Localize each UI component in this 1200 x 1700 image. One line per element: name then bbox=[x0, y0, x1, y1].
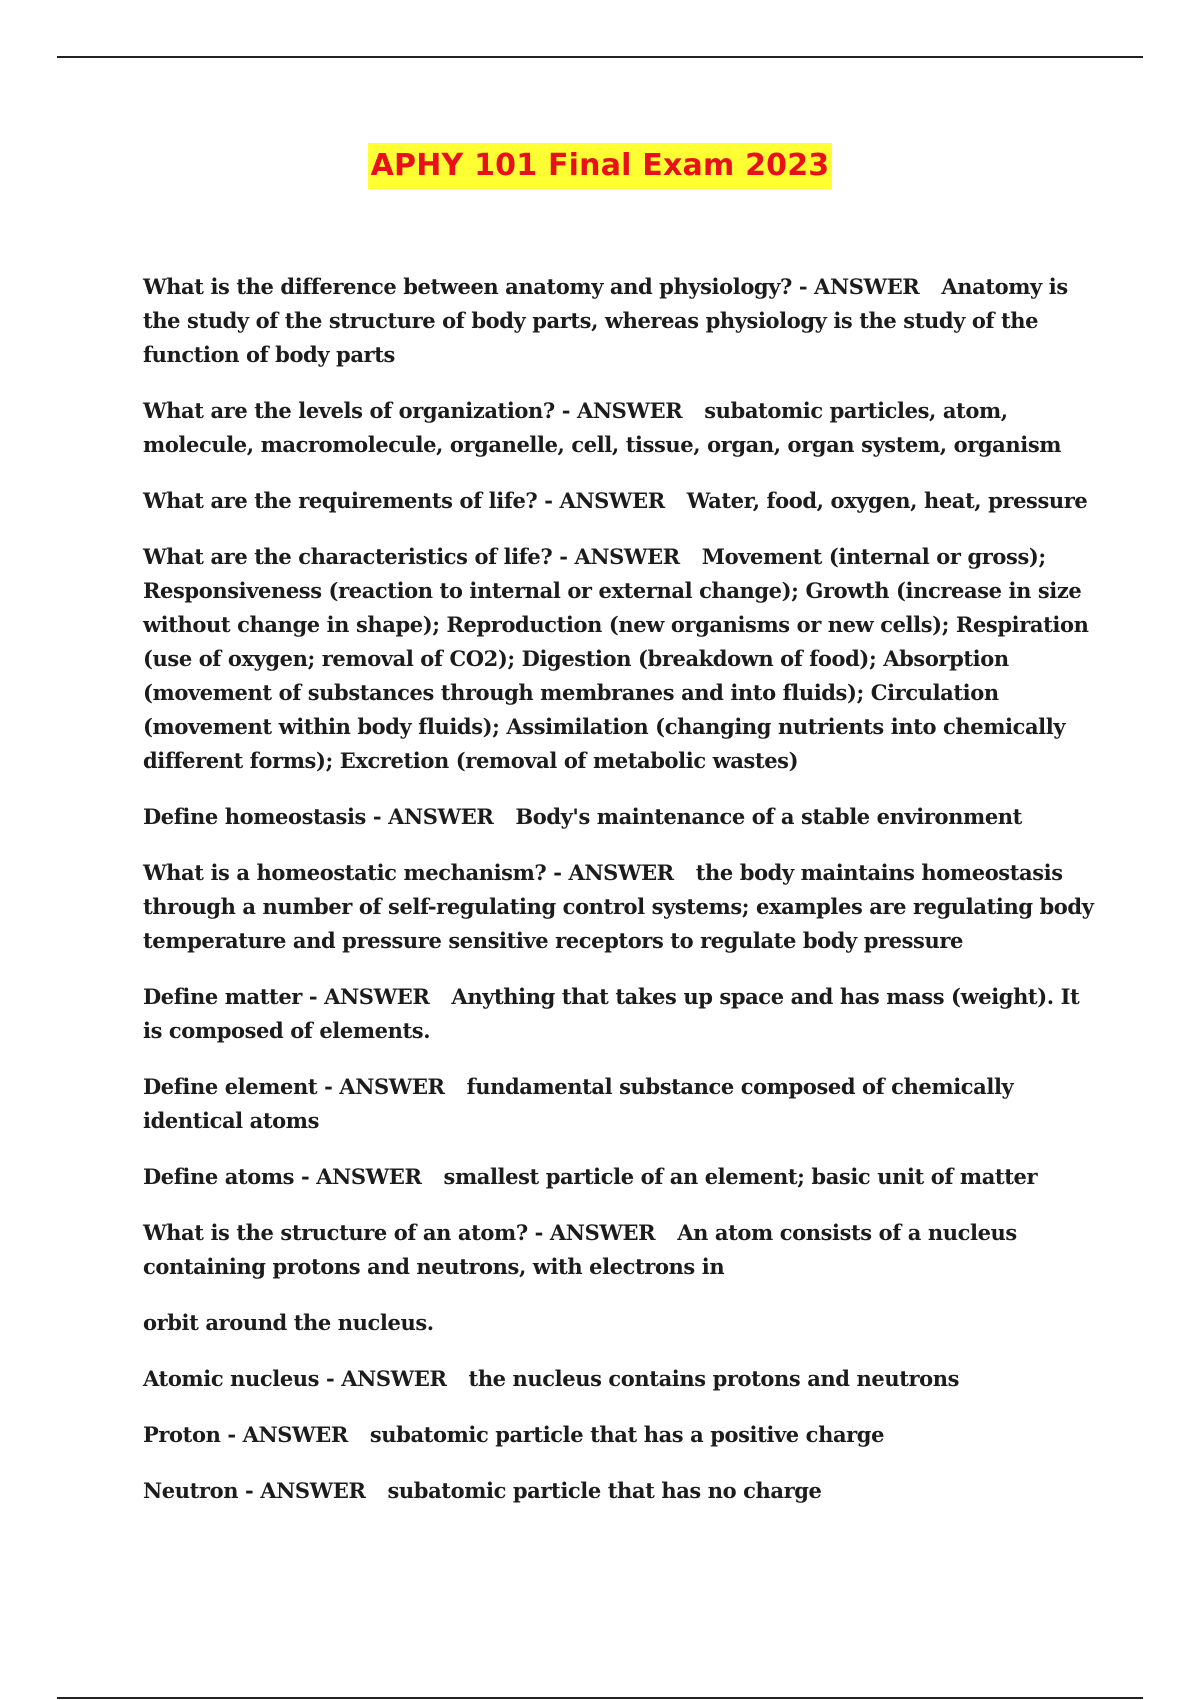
bottom-rule bbox=[57, 1697, 1143, 1699]
qa-item bbox=[143, 540, 1103, 778]
question: Atomic nucleus - ANSWER bbox=[143, 1366, 447, 1391]
qa-item bbox=[143, 1418, 1103, 1452]
question: What are the requirements of life? - ANSWER bbox=[143, 488, 665, 513]
question: What are the levels of organization? - ANSWER bbox=[143, 398, 683, 423]
answer: subatomic particles, atom, molecule, macromolecule, organelle, cell, tissue, organ, organ system, organism bbox=[143, 398, 1062, 457]
qa-continuation bbox=[143, 1306, 1103, 1340]
question: What is the structure of an atom? - ANSWER bbox=[143, 1220, 656, 1245]
qa-item bbox=[143, 1070, 1103, 1138]
question: What are the characteristics of life? - ANSWER bbox=[143, 544, 680, 569]
answer: An atom consists of a nucleus containing protons and neutrons, with electrons in bbox=[143, 1220, 1017, 1279]
qa-item bbox=[143, 484, 1103, 518]
top-rule bbox=[57, 56, 1143, 58]
qa-item bbox=[143, 980, 1103, 1048]
question: Define atoms - ANSWER bbox=[143, 1164, 422, 1189]
document-title: APHY 101 Final Exam 2023 bbox=[368, 143, 833, 189]
qa-list bbox=[143, 270, 1103, 1530]
answer: subatomic particle that has a positive charge bbox=[369, 1422, 885, 1447]
qa-item bbox=[143, 1216, 1103, 1284]
question: Neutron - ANSWER bbox=[143, 1478, 366, 1503]
question: What is the difference between anatomy and physiology? - ANSWER bbox=[143, 274, 920, 299]
answer: the body maintains homeostasis through a number of self-regulating control systems; examples are regulating body temperature and pressure sensitive receptors to regulate body pressure bbox=[143, 860, 1094, 953]
answer: Water, food, oxygen, heat, pressure bbox=[686, 488, 1088, 513]
qa-item bbox=[143, 394, 1103, 462]
question: What is a homeostatic mechanism? - ANSWER bbox=[143, 860, 674, 885]
answer: Anything that takes up space and has mass (weight). It is composed of elements. bbox=[143, 984, 1080, 1043]
question: Define homeostasis - ANSWER bbox=[143, 804, 494, 829]
answer: subatomic particle that has no charge bbox=[387, 1478, 822, 1503]
answer: fundamental substance composed of chemically identical atoms bbox=[143, 1074, 1014, 1133]
answer: Anatomy is the study of the structure of body parts, whereas physiology is the study of the function of body parts bbox=[143, 274, 1068, 367]
answer: the nucleus contains protons and neutrons bbox=[468, 1366, 960, 1391]
qa-item bbox=[143, 856, 1103, 958]
title-wrap bbox=[0, 143, 1200, 189]
question: Define matter - ANSWER bbox=[143, 984, 430, 1009]
question: Proton - ANSWER bbox=[143, 1422, 348, 1447]
qa-item bbox=[143, 270, 1103, 372]
answer: smallest particle of an element; basic unit of matter bbox=[443, 1164, 1038, 1189]
qa-item bbox=[143, 1160, 1103, 1194]
answer: Movement (internal or gross); Responsiveness (reaction to internal or external change); Growth (increase in size without change in shape); Reproduction (new organisms or new cells); Respiration (use of oxygen; removal of CO2); Digestion (breakdown of food); Absorption (movement of substances through membranes and into fluids); Circulation (movement within body fluids); Assimilation (changing nutrients into chemically different forms); Excretion (removal of metabolic wastes) bbox=[143, 544, 1089, 773]
answer: Body's maintenance of a stable environment bbox=[515, 804, 1022, 829]
qa-item bbox=[143, 800, 1103, 834]
qa-item bbox=[143, 1474, 1103, 1508]
continuation-text: orbit around the nucleus. bbox=[143, 1310, 434, 1335]
qa-item bbox=[143, 1362, 1103, 1396]
question: Define element - ANSWER bbox=[143, 1074, 445, 1099]
